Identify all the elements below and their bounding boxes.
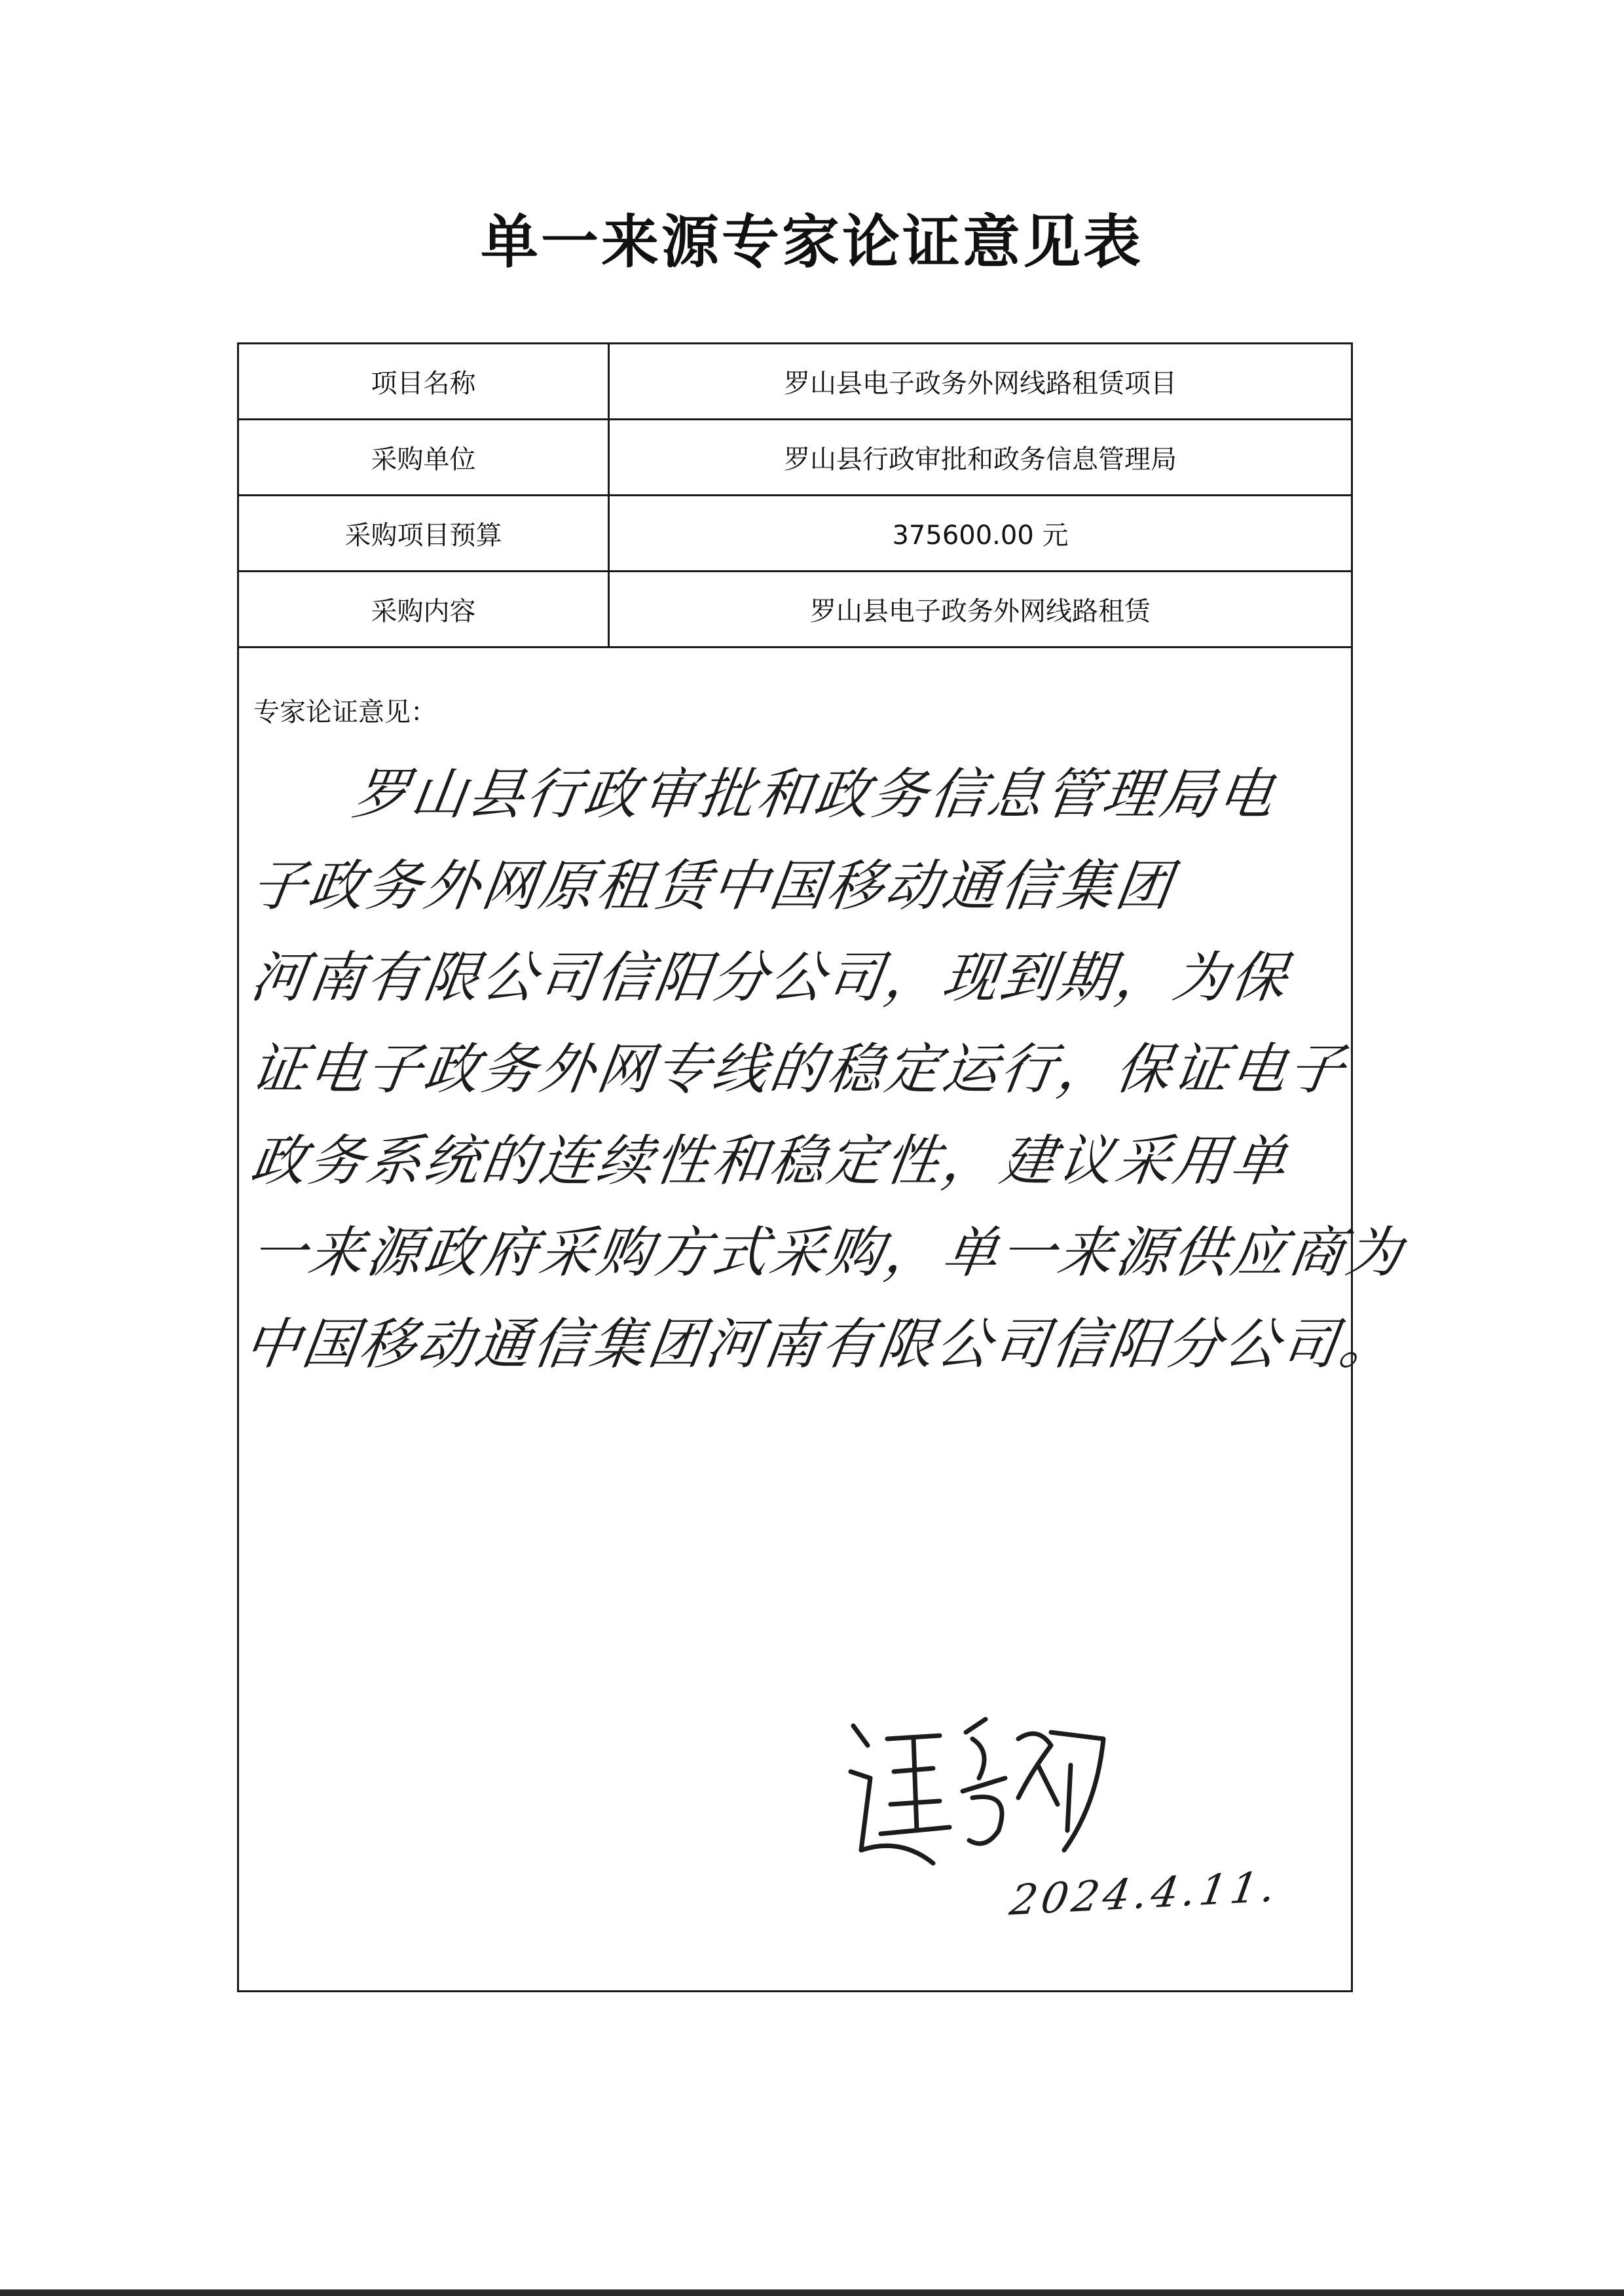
project-name-label: 项目名称: [239, 344, 610, 418]
expert-opinion-form: [237, 342, 1409, 1992]
project-name-value: 罗山县电子政务外网线路租赁项目: [784, 369, 1177, 399]
purchase-content-value: 罗山县电子政务外网线路租赁: [810, 596, 1151, 627]
scan-edge: [0, 2289, 1624, 2296]
expert-opinion-label: 专家论证意见：: [253, 697, 437, 727]
page-title: 单一来源专家论证意见表: [480, 208, 1143, 276]
handwritten-opinion-line: 政务系统的连续性和稳定性，建议采用单: [247, 1129, 1293, 1193]
budget-value: 375600.00 元: [892, 520, 1069, 551]
budget-label: 采购项目预算: [239, 496, 610, 570]
signature-date: 2024.4.11.: [1006, 1863, 1283, 1925]
table-row-purchasing-unit: [239, 420, 1351, 496]
purchasing-unit-value: 罗山县行政审批和政务信息管理局: [784, 445, 1177, 475]
handwritten-opinion-line: 子政务外网原租赁中国移动通信集团: [247, 854, 1178, 918]
table-row-project-name: [239, 344, 1351, 420]
expert-signature: [841, 1700, 1116, 1870]
purchasing-unit-label: 采购单位: [239, 420, 610, 494]
handwritten-opinion-line: 罗山县行政审批和政务信息管理局电: [349, 762, 1280, 826]
handwritten-opinion-line: 一来源政府采购方式采购，单一来源供应商为: [247, 1220, 1409, 1285]
purchase-content-label: 采购内容: [239, 572, 610, 646]
handwritten-opinion-line: 河南有限公司信阳分公司，现到期，为保: [247, 945, 1293, 1010]
handwritten-opinion-line: 证电子政务外网专线的稳定运行，保证电子: [247, 1037, 1351, 1101]
table-row-purchase-content: [239, 572, 1351, 648]
handwritten-opinion-line: 中国移动通信集团河南有限公司信阳分公司。: [240, 1312, 1402, 1376]
table-row-budget: [239, 496, 1351, 572]
